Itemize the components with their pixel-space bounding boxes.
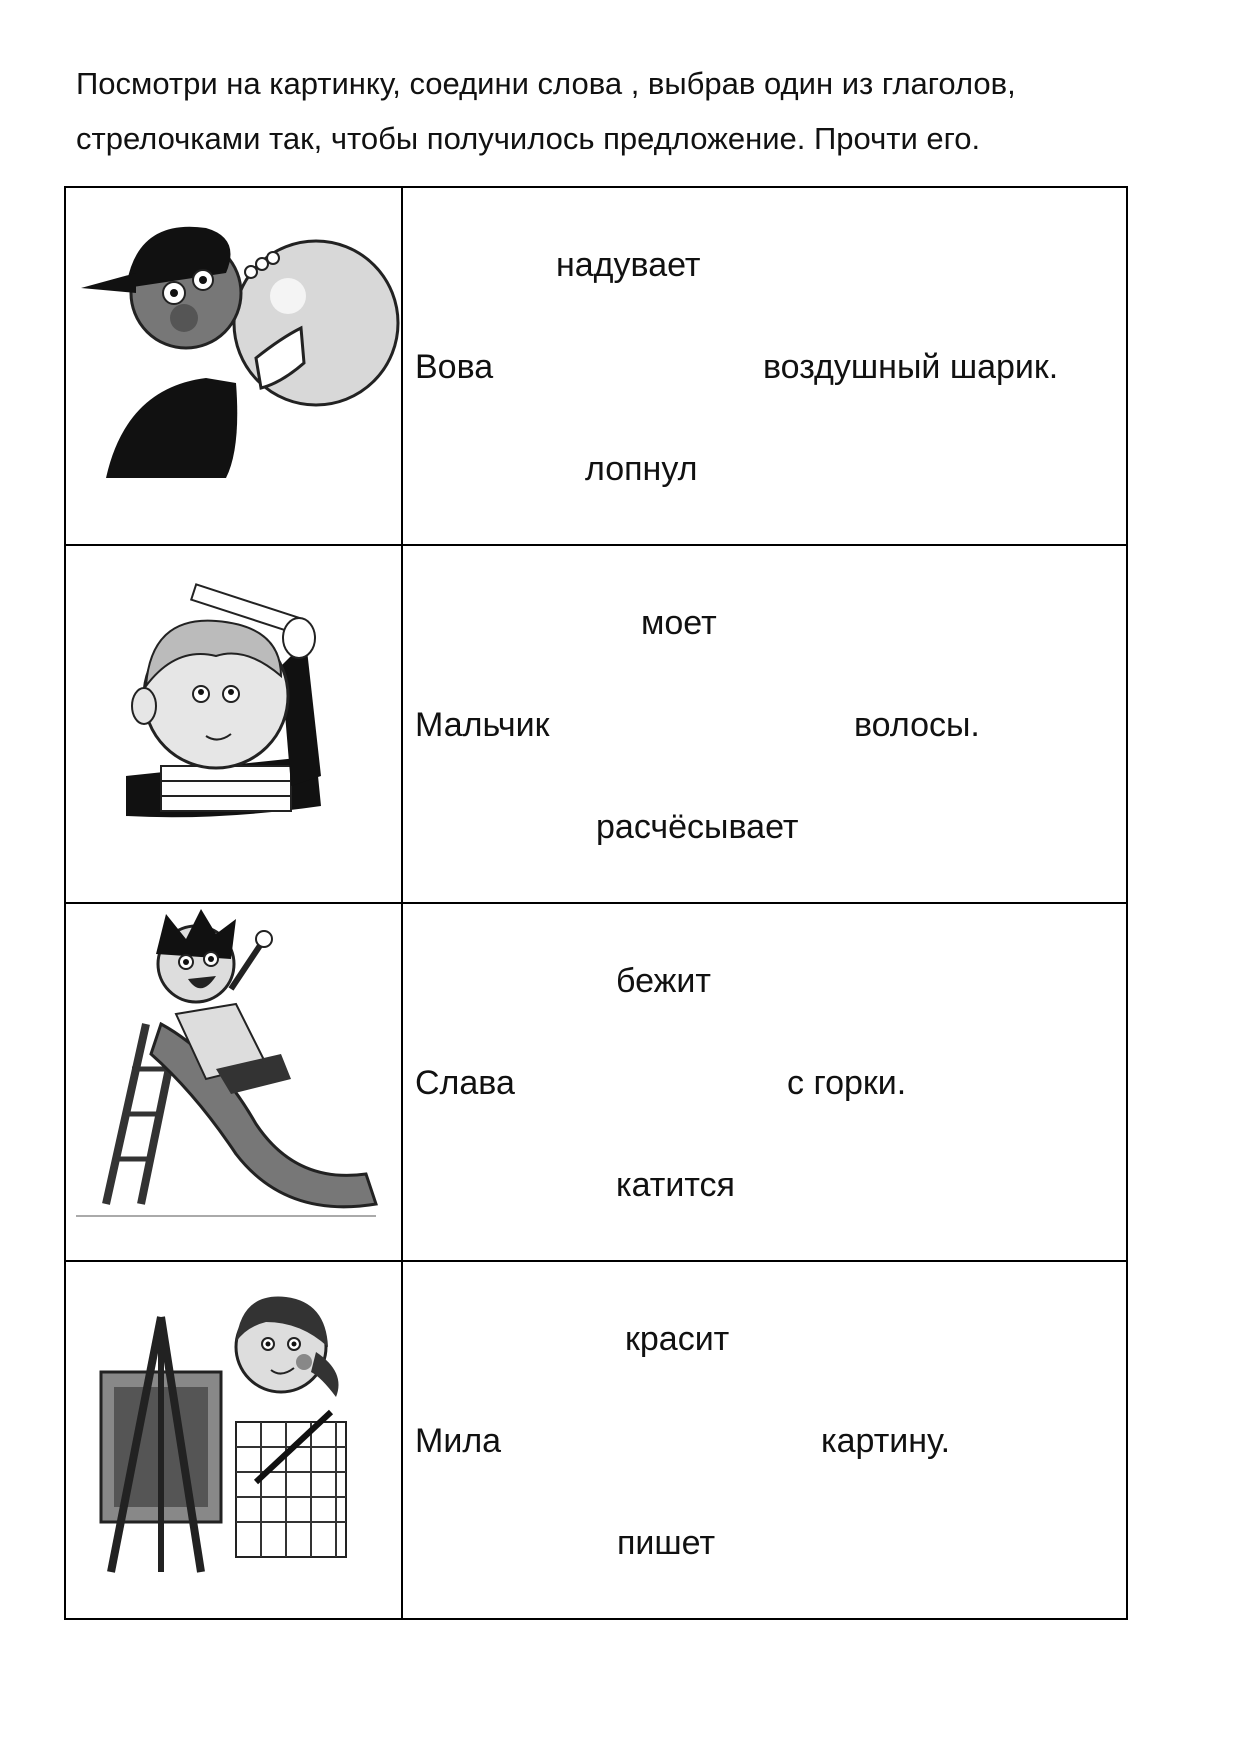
verb-option-top[interactable]: красит xyxy=(625,1320,730,1358)
sentence-subject[interactable]: Мила xyxy=(415,1422,502,1460)
verb-option-bottom[interactable]: катится xyxy=(616,1166,735,1204)
sentence-subject[interactable]: Вова xyxy=(415,348,494,386)
exercise-row-1 xyxy=(66,188,1126,546)
sentence-object[interactable]: с горки. xyxy=(787,1064,907,1102)
verb-option-top[interactable]: моет xyxy=(641,604,717,642)
sentence-subject[interactable]: Слава xyxy=(415,1064,515,1102)
instruction-text xyxy=(76,56,1156,166)
exercise-row-4 xyxy=(66,1262,1126,1620)
sentence-object[interactable]: волосы. xyxy=(854,706,980,744)
instruction-line-2: стрелочками так, чтобы получилось предложение. Прочти его. xyxy=(76,121,981,156)
verb-option-top[interactable]: надувает xyxy=(556,246,701,284)
verb-option-top[interactable]: бежит xyxy=(616,962,711,1000)
boy-on-slide-illustration xyxy=(66,904,403,1260)
worksheet-table xyxy=(64,186,1128,1620)
instruction-line-1: Посмотри на картинку, соедини слова , выбрав один из глаголов, xyxy=(76,66,1016,101)
sentence-cell-4 xyxy=(403,1262,1126,1620)
sentence-cell-3 xyxy=(403,904,1126,1260)
girl-painting-easel-illustration xyxy=(66,1262,403,1620)
sentence-subject[interactable]: Мальчик xyxy=(415,706,550,744)
sentence-cell-2 xyxy=(403,546,1126,902)
exercise-row-3 xyxy=(66,904,1126,1262)
boy-combing-hair-illustration xyxy=(66,546,403,902)
sentence-cell-1 xyxy=(403,188,1126,544)
verb-option-bottom[interactable]: пишет xyxy=(617,1524,716,1562)
verb-option-bottom[interactable]: лопнул xyxy=(585,450,698,488)
boy-blowing-balloon-illustration xyxy=(66,188,403,544)
sentence-object[interactable]: картину. xyxy=(821,1422,951,1460)
exercise-row-2 xyxy=(66,546,1126,904)
sentence-object[interactable]: воздушный шарик. xyxy=(763,348,1059,386)
verb-option-bottom[interactable]: расчёсывает xyxy=(596,808,799,846)
